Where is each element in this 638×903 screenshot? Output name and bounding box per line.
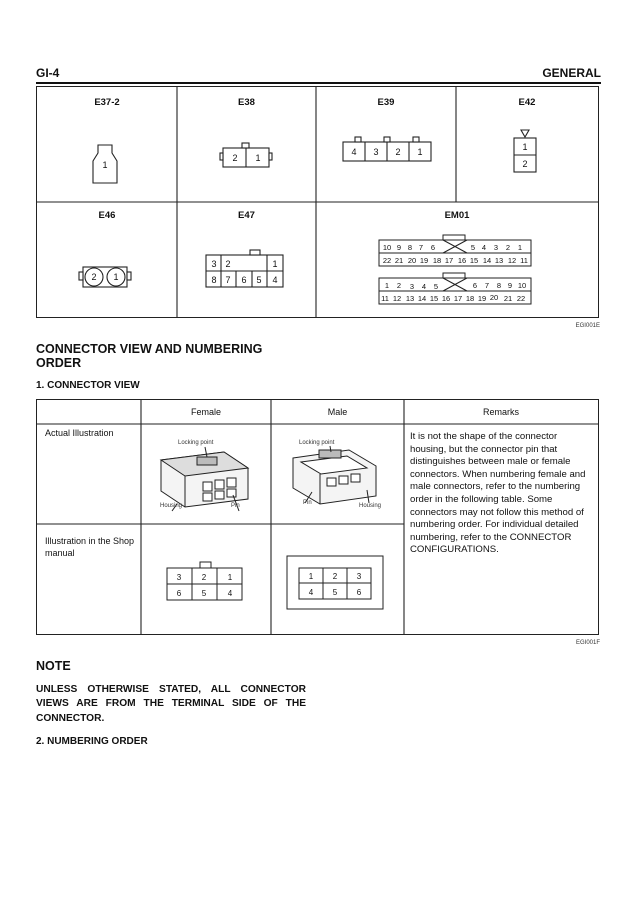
- female-callout-pin: Pin: [231, 503, 240, 509]
- female-callout-locking: Locking point: [178, 440, 214, 446]
- connector-label-e47: E47: [238, 210, 255, 221]
- connector-view-table: [36, 399, 599, 635]
- svg-text:22: 22: [516, 294, 526, 303]
- subheading-numbering-order: 2. NUMBERING ORDER: [36, 736, 148, 747]
- connector-e46: [79, 267, 131, 287]
- svg-text:6: 6: [430, 243, 436, 252]
- svg-text:6: 6: [356, 588, 362, 597]
- remarks-text: It is not the shape of the connector housing, but the connector pin that distinguishes between male or female connectors. When numbering female and male connectors, refer to the numbering order in the following table. Some connectors may not follow this method of numbering order. For individual detailed numbering, refer to the CONNECTOR CONFIGURATIONS.: [410, 431, 586, 556]
- svg-text:16: 16: [441, 294, 451, 303]
- header-female: Female: [190, 407, 221, 417]
- male-callout-pin: Pin: [303, 500, 312, 506]
- svg-text:16: 16: [457, 256, 467, 265]
- svg-text:4: 4: [308, 588, 314, 597]
- e42-pin-1: 1: [522, 142, 528, 152]
- svg-text:18: 18: [432, 256, 442, 265]
- svg-text:2: 2: [505, 243, 511, 252]
- svg-text:7: 7: [225, 275, 231, 285]
- svg-text:8: 8: [496, 281, 502, 290]
- svg-text:7: 7: [418, 243, 424, 252]
- connector-grid: [37, 87, 598, 317]
- svg-text:1: 1: [272, 259, 278, 269]
- e46-pin-2: 2: [91, 272, 97, 282]
- table-code: EGI001F: [575, 640, 600, 646]
- connector-label-em01: EM01: [444, 210, 470, 221]
- connector-label-e42: E42: [518, 97, 536, 108]
- note-title: NOTE: [36, 659, 71, 673]
- e42-pin-2: 2: [522, 159, 528, 169]
- svg-text:5: 5: [433, 282, 439, 291]
- svg-text:19: 19: [419, 256, 429, 265]
- svg-text:6: 6: [241, 275, 247, 285]
- svg-text:1: 1: [517, 243, 523, 252]
- svg-text:12: 12: [392, 294, 402, 303]
- svg-text:15: 15: [429, 294, 439, 303]
- svg-text:9: 9: [507, 281, 513, 290]
- header-remarks: Remarks: [482, 407, 519, 417]
- svg-text:9: 9: [396, 243, 402, 252]
- svg-text:2: 2: [332, 572, 338, 581]
- svg-text:21: 21: [503, 294, 513, 303]
- svg-text:21: 21: [394, 256, 404, 265]
- svg-text:6: 6: [472, 281, 478, 290]
- svg-text:8: 8: [407, 243, 413, 252]
- svg-text:5: 5: [470, 243, 476, 252]
- svg-text:3: 3: [211, 259, 217, 269]
- e46-pin-1: 1: [113, 272, 119, 282]
- svg-text:2: 2: [396, 281, 402, 290]
- svg-text:4: 4: [227, 589, 233, 598]
- svg-text:5: 5: [332, 588, 338, 597]
- female-connector-illustration: [161, 447, 248, 511]
- svg-text:4: 4: [421, 282, 427, 291]
- row-label-actual: Actual Illustration: [45, 428, 114, 438]
- male-shop-connector: [287, 556, 383, 609]
- note-text: UNLESS OTHERWISE STATED, ALL CONNECTOR VIEWS ARE FROM THE TERMINAL SIDE OF THE CONNECTOR.: [36, 684, 306, 724]
- svg-text:20: 20: [407, 256, 417, 265]
- svg-text:18: 18: [465, 294, 475, 303]
- male-callout-housing: Housing: [359, 503, 382, 509]
- connector-label-e46: E46: [98, 210, 116, 221]
- svg-text:1: 1: [384, 281, 390, 290]
- male-connector-illustration: [293, 446, 376, 504]
- svg-text:4: 4: [272, 275, 278, 285]
- svg-text:22: 22: [382, 256, 392, 265]
- svg-text:4: 4: [351, 147, 357, 157]
- svg-text:5: 5: [256, 275, 262, 285]
- connector-e38: [220, 143, 272, 167]
- header-rule: [36, 82, 601, 84]
- svg-text:20: 20: [489, 293, 499, 302]
- female-callout-housing: Housing: [160, 503, 183, 509]
- svg-text:1: 1: [417, 147, 423, 157]
- svg-text:14: 14: [417, 294, 427, 303]
- svg-text:3: 3: [356, 572, 362, 581]
- svg-text:3: 3: [493, 243, 499, 252]
- connector-figure: [36, 86, 599, 318]
- connector-label-e39: E39: [377, 97, 395, 108]
- svg-text:2: 2: [225, 259, 231, 269]
- svg-text:11: 11: [381, 294, 389, 303]
- svg-text:7: 7: [484, 281, 490, 290]
- page-number: GI-4: [36, 66, 60, 80]
- connector-label-e38: E38: [238, 97, 255, 108]
- e37-2-pin-1: 1: [102, 160, 108, 170]
- subheading-connector-view: 1. CONNECTOR VIEW: [36, 380, 140, 391]
- svg-text:6: 6: [176, 589, 182, 598]
- svg-text:13: 13: [405, 294, 415, 303]
- svg-text:10: 10: [517, 281, 527, 290]
- e38-pin-1: 1: [255, 153, 261, 163]
- svg-text:4: 4: [481, 243, 487, 252]
- svg-text:3: 3: [373, 147, 379, 157]
- male-callout-locking: Locking point: [299, 440, 335, 446]
- svg-text:19: 19: [477, 294, 487, 303]
- svg-text:14: 14: [482, 256, 492, 265]
- svg-text:17: 17: [444, 256, 454, 265]
- svg-text:3: 3: [409, 282, 415, 291]
- section-title: CONNECTOR VIEW AND NUMBERING ORDER: [36, 342, 263, 370]
- svg-text:2: 2: [395, 147, 401, 157]
- svg-text:12: 12: [507, 256, 517, 265]
- connector-label-e37-2: E37-2: [94, 97, 120, 108]
- svg-text:13: 13: [494, 256, 504, 265]
- svg-text:1: 1: [308, 572, 314, 581]
- svg-text:3: 3: [176, 573, 182, 582]
- svg-text:8: 8: [211, 275, 217, 285]
- svg-text:5: 5: [201, 589, 207, 598]
- svg-text:17: 17: [453, 294, 463, 303]
- svg-text:10: 10: [382, 243, 392, 252]
- svg-text:1: 1: [227, 573, 233, 582]
- row-label-shop: Illustration in the Shop manual: [45, 536, 135, 558]
- section-header: GENERAL: [542, 66, 601, 80]
- e38-pin-2: 2: [232, 153, 238, 163]
- svg-text:15: 15: [469, 256, 479, 265]
- svg-text:11: 11: [520, 256, 528, 265]
- header-male: Male: [327, 407, 348, 417]
- figure-code: EGI001E: [575, 323, 600, 329]
- svg-text:2: 2: [201, 573, 207, 582]
